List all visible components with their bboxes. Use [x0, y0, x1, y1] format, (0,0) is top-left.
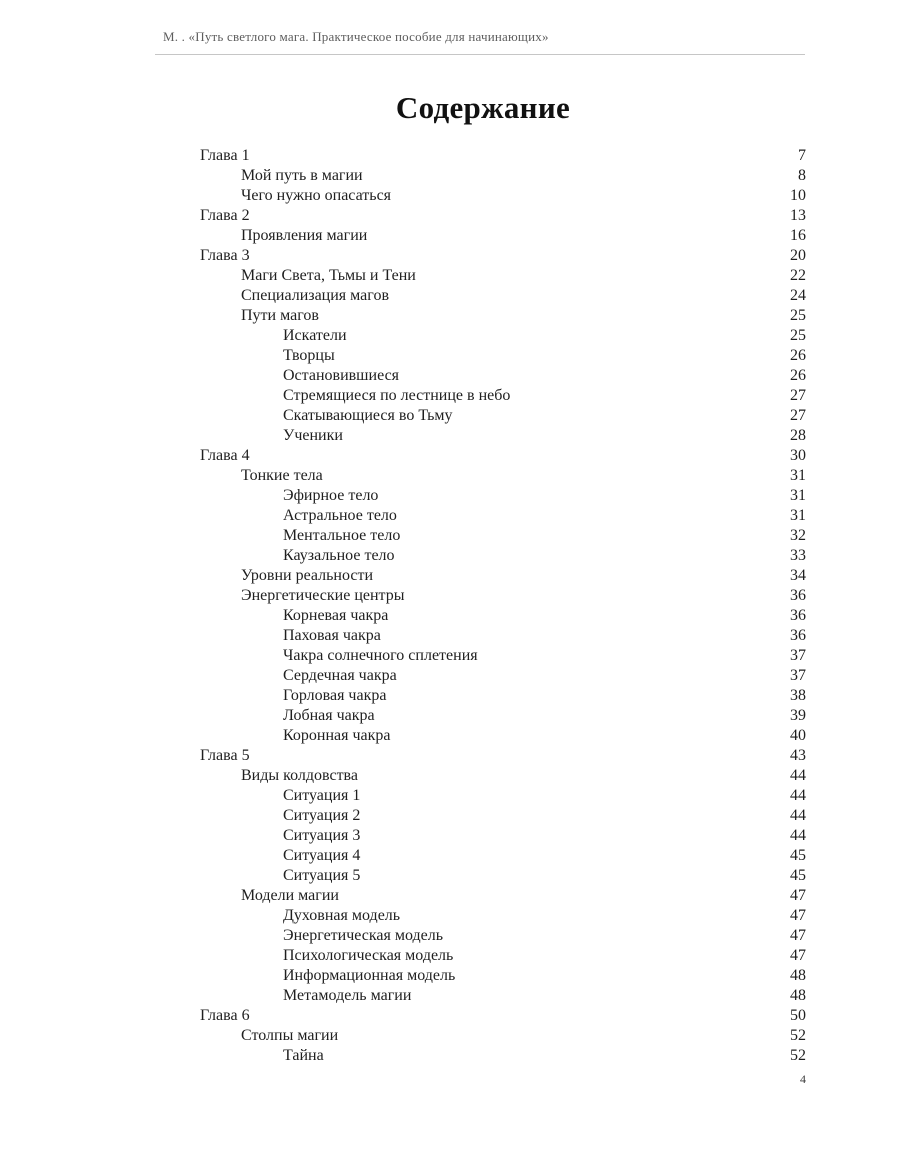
toc-entry	[200, 886, 806, 906]
toc-entry	[200, 906, 806, 926]
toc-entry	[200, 606, 806, 626]
toc-entry	[200, 866, 806, 886]
toc-entry-page: 13	[790, 207, 806, 224]
toc-entry-page: 44	[790, 767, 806, 784]
toc-entry	[200, 706, 806, 726]
toc-entry-label: Скатывающиеся во Тьму	[283, 407, 453, 424]
toc-entry	[200, 1046, 806, 1066]
toc-entry-label: Информационная модель	[283, 967, 456, 984]
toc-entry-label: Чего нужно опасаться	[241, 187, 392, 204]
toc-entry	[200, 306, 806, 326]
toc-list	[200, 146, 806, 1066]
toc-entry-page: 52	[790, 1047, 806, 1064]
toc-entry-page: 27	[790, 387, 806, 404]
toc-entry	[200, 846, 806, 866]
toc-entry-label: Корневая чакра	[283, 607, 389, 624]
toc-entry	[200, 246, 806, 266]
toc-entry-label: Сердечная чакра	[283, 667, 397, 684]
toc-entry-label: Ситуация 4	[283, 847, 361, 864]
toc-entry-label: Остановившиеся	[283, 367, 400, 384]
toc-entry-page: 31	[790, 507, 806, 524]
toc-entry	[200, 426, 806, 446]
toc-entry-page: 25	[790, 327, 806, 344]
toc-entry	[200, 286, 806, 306]
toc-entry-label: Ученики	[283, 427, 343, 444]
toc-entry-page: 32	[790, 527, 806, 544]
toc-entry-page: 33	[790, 547, 806, 564]
toc-entry	[200, 926, 806, 946]
toc-entry-label: Горловая чакра	[283, 687, 387, 704]
toc-entry-page: 47	[790, 887, 806, 904]
toc-entry-page: 10	[790, 187, 806, 204]
toc-entry-label: Лобная чакра	[283, 707, 375, 724]
toc-entry-label: Каузальное тело	[283, 547, 395, 564]
toc-entry	[200, 486, 806, 506]
toc-entry-page: 47	[790, 907, 806, 924]
toc-entry-label: Уровни реальности	[241, 567, 374, 584]
toc-entry-page: 44	[790, 807, 806, 824]
toc-entry	[200, 966, 806, 986]
toc-entry-page: 38	[790, 687, 806, 704]
toc-entry-label: Паховая чакра	[283, 627, 381, 644]
toc-entry-label: Метамодель магии	[283, 987, 412, 1004]
toc-entry	[200, 446, 806, 466]
toc-entry-page: 44	[790, 827, 806, 844]
toc-entry	[200, 186, 806, 206]
toc-entry-page: 43	[790, 747, 806, 764]
toc-entry-label: Энергетические центры	[241, 587, 405, 604]
toc-entry-label: Глава 1	[200, 147, 250, 164]
toc-entry-label: Эфирное тело	[283, 487, 379, 504]
toc-entry-page: 39	[790, 707, 806, 724]
toc-entry	[200, 146, 806, 166]
toc-entry-label: Искатели	[283, 327, 347, 344]
toc-entry	[200, 666, 806, 686]
toc-entry-page: 26	[790, 367, 806, 384]
toc-entry-label: Астральное тело	[283, 507, 397, 524]
toc-entry	[200, 726, 806, 746]
toc-entry-label: Ситуация 5	[283, 867, 361, 884]
toc-entry	[200, 946, 806, 966]
toc-entry	[200, 386, 806, 406]
toc-entry	[200, 506, 806, 526]
toc-entry-page: 37	[790, 667, 806, 684]
toc-entry-page: 26	[790, 347, 806, 364]
toc-entry	[200, 546, 806, 566]
toc-entry	[200, 166, 806, 186]
toc-entry-label: Духовная модель	[283, 907, 401, 924]
toc-entry	[200, 986, 806, 1006]
toc-entry-page: 25	[790, 307, 806, 324]
toc-entry-label: Глава 4	[200, 447, 250, 464]
toc-entry-page: 24	[790, 287, 806, 304]
toc-entry-label: Пути магов	[241, 307, 319, 324]
toc-entry-page: 30	[790, 447, 806, 464]
toc-entry	[200, 526, 806, 546]
toc-entry	[200, 206, 806, 226]
toc-entry-page: 45	[790, 867, 806, 884]
footer-page-number: 4	[800, 1072, 806, 1086]
toc-entry-page: 52	[790, 1027, 806, 1044]
toc-entry-label: Модели магии	[241, 887, 339, 904]
toc-entry-label: Глава 2	[200, 207, 250, 224]
toc-entry-page: 47	[790, 947, 806, 964]
toc-entry-label: Виды колдовства	[241, 767, 358, 784]
toc-entry-label: Ментальное тело	[283, 527, 401, 544]
toc-entry-label: Коронная чакра	[283, 727, 391, 744]
toc-entry-page: 50	[790, 1007, 806, 1024]
toc-entry	[200, 1006, 806, 1026]
toc-entry	[200, 566, 806, 586]
toc-entry	[200, 366, 806, 386]
toc-entry	[200, 786, 806, 806]
toc-entry-label: Ситуация 1	[283, 787, 361, 804]
toc-entry	[200, 326, 806, 346]
toc-entry	[200, 686, 806, 706]
toc-entry-page: 34	[790, 567, 806, 584]
toc-entry-page: 47	[790, 927, 806, 944]
toc-entry-label: Мой путь в магии	[241, 167, 363, 184]
toc-entry-page: 27	[790, 407, 806, 424]
toc-entry	[200, 766, 806, 786]
toc-entry	[200, 626, 806, 646]
running-header: М. . «Путь светлого мага. Практическое пособие для начинающих»	[163, 29, 549, 44]
toc-entry-page: 48	[790, 987, 806, 1004]
toc-entry-label: Столпы магии	[241, 1027, 339, 1044]
toc-entry-page: 40	[790, 727, 806, 744]
toc-entry-label: Чакра солнечного сплетения	[283, 647, 478, 664]
header-divider	[155, 54, 805, 55]
toc-entry-page: 20	[790, 247, 806, 264]
toc-entry	[200, 266, 806, 286]
toc-entry-page: 16	[790, 227, 806, 244]
toc-entry-label: Глава 3	[200, 247, 250, 264]
toc-entry-page: 8	[798, 167, 806, 184]
toc-entry-label: Ситуация 2	[283, 807, 361, 824]
toc-entry	[200, 346, 806, 366]
page-title: Содержание	[395, 90, 571, 125]
toc-entry-label: Ситуация 3	[283, 827, 361, 844]
toc-entry	[200, 826, 806, 846]
toc-entry-label: Тонкие тела	[241, 467, 323, 484]
toc-entry-page: 22	[790, 267, 806, 284]
toc-entry-label: Проявления магии	[241, 227, 368, 244]
toc-entry-label: Творцы	[283, 347, 335, 364]
toc-entry-page: 31	[790, 487, 806, 504]
toc-entry-page: 45	[790, 847, 806, 864]
toc-entry-label: Тайна	[283, 1047, 324, 1064]
toc-entry-page: 7	[798, 147, 806, 164]
toc-entry-label: Специализация магов	[241, 287, 389, 304]
toc-entry	[200, 226, 806, 246]
toc-entry-page: 28	[790, 427, 806, 444]
toc-entry-page: 36	[790, 627, 806, 644]
toc-entry-page: 44	[790, 787, 806, 804]
toc-entry-page: 31	[790, 467, 806, 484]
toc-entry	[200, 806, 806, 826]
toc-entry-label: Маги Света, Тьмы и Тени	[241, 267, 416, 284]
toc-entry-page: 36	[790, 587, 806, 604]
toc-entry-label: Энергетическая модель	[283, 927, 444, 944]
toc-entry	[200, 646, 806, 666]
toc-entry	[200, 466, 806, 486]
toc-entry-label: Психологическая модель	[283, 947, 454, 964]
toc-entry-page: 48	[790, 967, 806, 984]
toc-entry	[200, 406, 806, 426]
toc-entry	[200, 746, 806, 766]
toc-entry-label: Глава 5	[200, 747, 250, 764]
toc-entry-page: 36	[790, 607, 806, 624]
toc-entry-label: Стремящиеся по лестнице в небо	[283, 387, 511, 404]
toc-entry-page: 37	[790, 647, 806, 664]
toc-entry	[200, 1026, 806, 1046]
toc-entry-label: Глава 6	[200, 1007, 250, 1024]
toc-entry	[200, 586, 806, 606]
